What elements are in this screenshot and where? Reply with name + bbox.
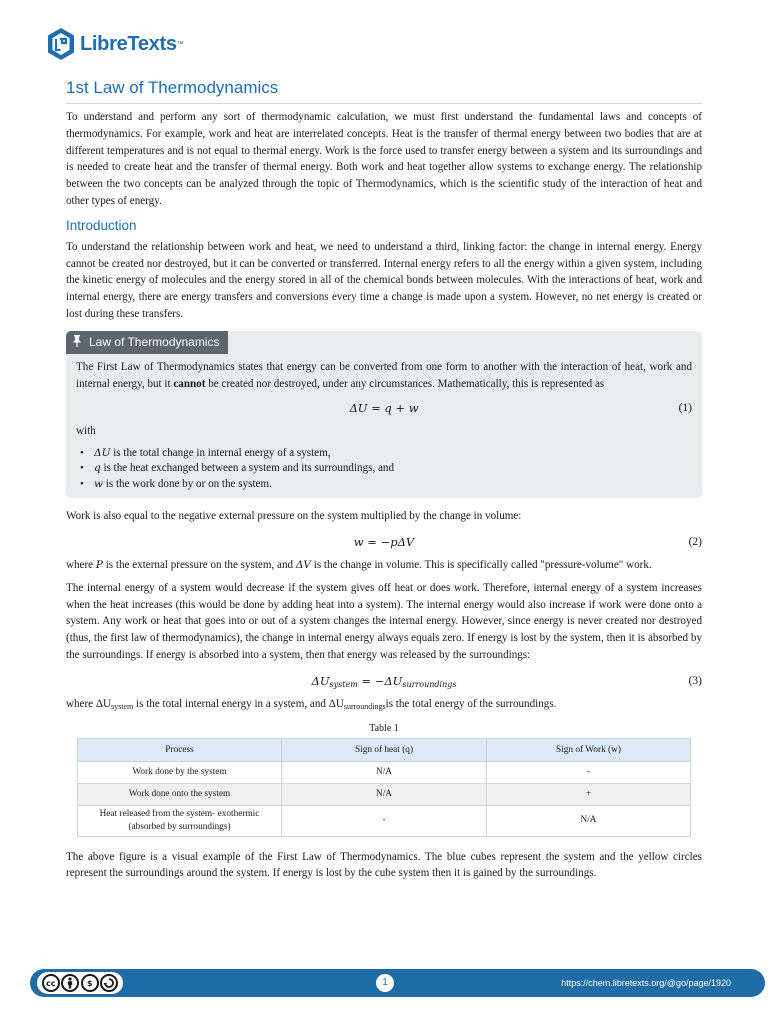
list-item: [80, 477, 692, 493]
table-cell: +: [487, 783, 691, 805]
table-cell: Work done by the system: [78, 761, 282, 783]
callout-bold-word: cannot: [173, 377, 206, 390]
page-title: 1st Law of Thermodynamics: [66, 77, 702, 104]
where-paragraph: [66, 696, 702, 716]
where-text-2: is the total internal energy in a system, and ΔU: [133, 697, 344, 710]
table-cell: Heat released from the system- exothermic (absorbed by surroundings): [78, 805, 282, 836]
equation-3-formula: [312, 674, 457, 688]
equation-3-number: (3): [688, 674, 702, 687]
list-item: [80, 461, 692, 477]
pressure-paragraph: [66, 557, 702, 574]
closing-paragraph: The above figure is a visual example of the First Law of Thermodynamics. The blue cubes represent the system and the yellow circles represent the surroundings around the system. If energy is lost by the cube system then it is gained by the surroundings.: [66, 850, 702, 880]
where-subscript-surroundings: surroundings: [343, 701, 386, 711]
sa-icon: [100, 974, 118, 992]
table-header-row: [78, 738, 691, 761]
bullet-text: is the total change in internal energy of a system,: [110, 446, 331, 459]
cc-icon: cc: [42, 974, 60, 992]
callout-title: Law of Thermodynamics: [89, 335, 220, 350]
table-header-cell: Sign of heat (q): [282, 738, 487, 761]
callout-with-label: with: [76, 424, 96, 437]
libretexts-logo-icon: [46, 27, 76, 61]
logo-text: LibreTexts: [80, 32, 177, 55]
bullet-symbol: ΔU: [94, 446, 111, 459]
callout-text-2: be created nor destroyed, under any circumstances. Mathematically, this is represented as: [205, 377, 605, 390]
table-cell: Work done onto the system: [78, 783, 282, 805]
by-icon: [61, 974, 79, 992]
table-cell: N/A: [282, 761, 487, 783]
equation-3-rhs: = −ΔU: [357, 673, 403, 688]
table-cell: -: [282, 805, 487, 836]
logo-trademark: ™: [176, 40, 184, 48]
equation-1-number: (1): [678, 401, 692, 414]
table-header-cell: Sign of Work (w): [487, 738, 691, 761]
where-text-3: is the total energy of the surroundings.: [385, 697, 557, 710]
volume-symbol: ΔV: [295, 559, 311, 572]
nc-icon: $: [81, 974, 99, 992]
table-header-cell: Process: [78, 738, 282, 761]
equation-3-lhs: ΔU: [311, 673, 330, 688]
law-callout-box: [66, 331, 702, 499]
table-cell: -: [487, 761, 691, 783]
work-paragraph: Work is also equal to the negative external pressure on the system multiplied by the change in volume:: [66, 510, 522, 523]
equation-3: [66, 670, 702, 692]
list-item: [80, 446, 692, 462]
equation-3-lhs-subscript: system: [329, 679, 358, 689]
bullet-text: is the heat exchanged between a system and its surroundings, and: [100, 462, 395, 475]
sign-convention-table: [77, 738, 691, 837]
internal-energy-paragraph: The internal energy of a system would decrease if the system gives off heat or does work. Therefore, internal energy of a system increases when the heat increases (this would be done by adding heat into a system). The internal energy would also increase if work were done onto a system. Any work or heat that goes into or out of a system changes the internal energy. However, since energy is never created nor destroyed (thus, the first law of thermodynamics), the change in internal energy always equals zero. If energy is lost by the system, then it is absorbed by the surroundings. If energy is absorbed into a system, then that energy was released by the surroundings:: [66, 581, 702, 662]
bullet-text: is the work done by or on the system.: [103, 477, 272, 490]
bullet-symbol: w: [94, 477, 103, 490]
libretexts-logo[interactable]: [46, 26, 184, 62]
table-row: [78, 805, 691, 836]
table-caption: Table 1: [369, 722, 399, 734]
bullet-symbol: q: [94, 462, 101, 475]
pressure-text-2: is the external pressure on the system, and: [102, 559, 296, 572]
introduction-paragraph: To understand the relationship between work and heat, we need to understand a third, linking factor: the change in internal energy. Energy cannot be created nor destroyed, but it can be converted or transferred. Internal energy refers to all the energy within a given system, including the kinetic energy of molecules and the energy stored in all of the chemical bonds between molecules. With the interactions of heat, work and internal energy, there are energy transfers and conversions every time a change is made upon a system. However, no net energy is created or lost during these transfers.: [66, 240, 702, 320]
pressure-text-1: where: [66, 559, 96, 572]
table-row: [78, 783, 691, 805]
variable-definitions-list: [80, 446, 692, 493]
equation-1: [76, 397, 692, 419]
page-content: [66, 77, 702, 888]
equation-1-formula: ΔU = q + w: [349, 400, 419, 415]
equation-3-rhs-subscript: surroundings: [402, 679, 457, 689]
callout-header: [66, 331, 228, 354]
pressure-text-3: is the change in volume. This is specifically called "pressure-volume" work.: [310, 559, 652, 572]
pressure-symbol: P: [95, 559, 103, 572]
callout-text-1: The First Law of Thermodynamics states that energy can be converted from one form to another with the interaction of heat, work and internal energy, but it: [76, 360, 692, 390]
table-cell: N/A: [282, 783, 487, 805]
callout-statement: [76, 359, 692, 393]
page-footer: [30, 969, 765, 997]
page-number: 1: [376, 974, 394, 992]
equation-2: [66, 531, 702, 553]
pin-icon: [72, 335, 82, 350]
table-cell: N/A: [487, 805, 691, 836]
table-row: [78, 761, 691, 783]
intro-paragraph: To understand and perform any sort of thermodynamic calculation, we must first understand the fundamental laws and concepts of thermodynamics. For example, work and heat are interrelated concepts. Heat is the transfer of thermal energy between two bodies that are at different temperatures and is not equal to thermal energy. Work is the force used to transfer energy between a system and its surroundings and is needed to create heat and the transfer of thermal energy. Both work and heat together allow systems to exchange energy. The relationship between the two concepts can be analyzed through the topic of Thermodynamics, which is the scientific study of the interaction of heat and other types of energy.: [66, 111, 702, 207]
introduction-heading: Introduction: [66, 217, 137, 233]
callout-body: [66, 354, 702, 493]
equation-2-formula: w = −pΔV: [353, 535, 415, 550]
page-url-link[interactable]: https://chem.libretexts.org/@go/page/1920: [561, 978, 731, 988]
where-text-1: where ΔU: [66, 697, 112, 710]
cc-license-badge[interactable]: [37, 972, 123, 994]
equation-2-number: (2): [688, 536, 702, 549]
where-subscript-system: system: [111, 701, 134, 711]
